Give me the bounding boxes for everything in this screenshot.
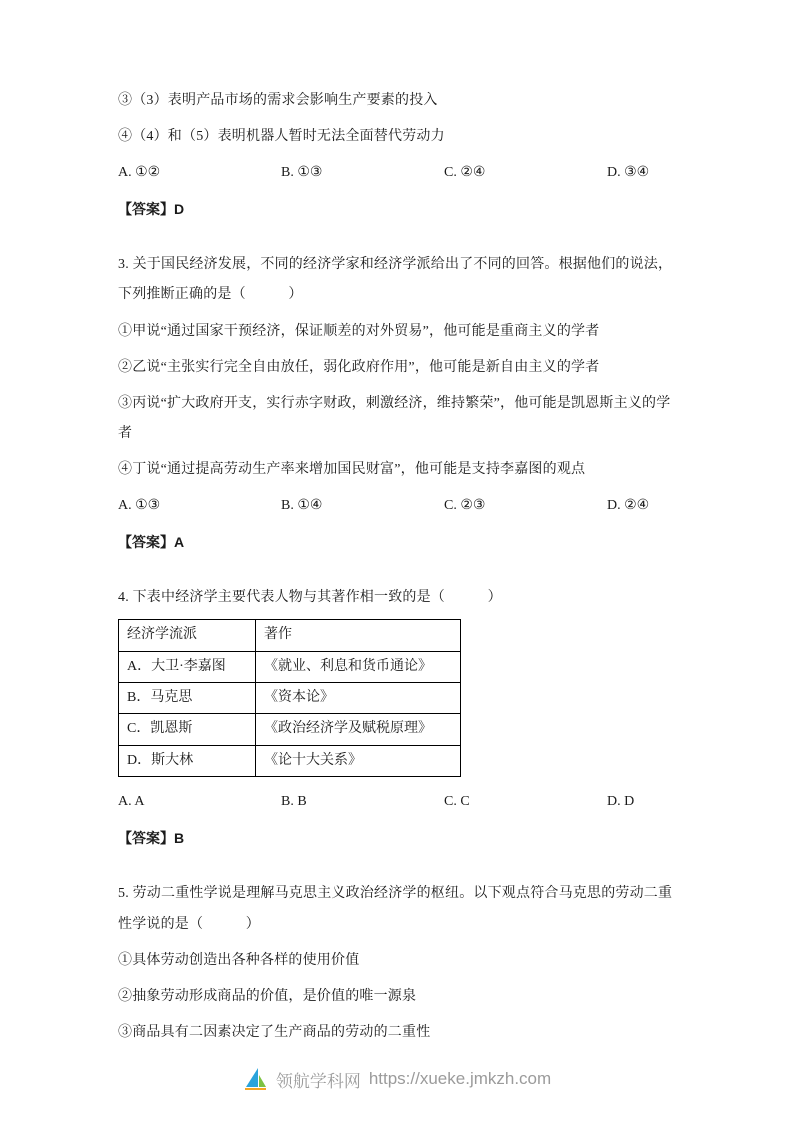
choice-row	[118, 787, 678, 817]
table-row	[119, 651, 461, 682]
question-stem: 4. 下表中经济学主要代表人物与其著作相一致的是（ ）	[118, 590, 502, 606]
choice-c: C. ②④	[444, 165, 486, 181]
choice-b: B. ①④	[281, 498, 323, 514]
option-item: ①甲说“通过国家干预经济，保证顺差的对外贸易”，他可能是重商主义的学者	[118, 323, 600, 339]
option-item: ①具体劳动创造出各种各样的使用价值	[118, 952, 360, 968]
table-cell-work: 《政治经济学及赋税原理》	[256, 714, 461, 745]
table-row	[119, 714, 461, 745]
answer-line: 【答案】D	[118, 201, 185, 218]
option-item: ③（3）表明产品市场的需求会影响生产要素的投入	[118, 93, 438, 108]
footer-site-name: 领航学科网	[275, 1071, 361, 1091]
choice-row	[118, 158, 678, 188]
table-cell-school: A．大卫·李嘉图	[119, 651, 256, 682]
question-2-tail	[118, 86, 678, 224]
choice-a: A. ①③	[118, 498, 161, 514]
choice-c: C. C	[444, 794, 470, 810]
table-header-work: 著作	[256, 620, 461, 651]
question-3	[118, 250, 678, 557]
table-header-school: 经济学流派	[119, 620, 256, 651]
question-4	[118, 583, 678, 853]
table-row	[119, 745, 461, 776]
choice-d: D. ②④	[607, 498, 650, 514]
exam-content	[118, 86, 678, 1074]
question-stem: 5. 劳动二重性学说是理解马克思主义政治经济学的枢纽。以下观点符合马克思的劳动二重性学说的是（ ）	[118, 886, 673, 932]
option-item: ②抽象劳动形成商品的价值，是价值的唯一源泉	[118, 988, 417, 1004]
choice-d: D. ③④	[607, 165, 650, 181]
question-stem: 3. 关于国民经济发展，不同的经济学家和经济学派给出了不同的回答。根据他们的说法，下列推断正确的是（ ）	[118, 257, 673, 303]
option-item: ④丁说“通过提高劳动生产率来增加国民财富”，他可能是支持李嘉图的观点	[118, 461, 586, 477]
choice-d: D. D	[607, 794, 635, 810]
table-header-row	[119, 620, 461, 651]
choice-a: A. A	[118, 794, 145, 810]
option-item: ②乙说“主张实行完全自由放任，弱化政府作用”，他可能是新自由主义的学者	[118, 359, 600, 375]
xueke-logo-icon	[242, 1066, 268, 1092]
answer-line: 【答案】A	[118, 534, 185, 551]
answer-line: 【答案】B	[118, 830, 185, 847]
choice-row	[118, 491, 678, 521]
option-item: ④（4）和（5）表明机器人暂时无法全面替代劳动力	[118, 129, 445, 145]
table-row	[119, 683, 461, 714]
option-item: ③丙说“扩大政府开支，实行赤字财政，刺激经济，维持繁荣”，他可能是凯恩斯主义的学者	[118, 395, 671, 441]
option-item: ③商品具有二因素决定了生产商品的劳动的二重性	[118, 1024, 431, 1040]
choice-b: B. ①③	[281, 165, 323, 181]
choice-b: B. B	[281, 794, 307, 810]
footer-url: https://xueke.jmkzh.com	[368, 1069, 552, 1088]
table-cell-work: 《论十大关系》	[256, 745, 461, 776]
question-5	[118, 879, 678, 1047]
question-4-table	[118, 619, 461, 777]
choice-a: A. ①②	[118, 165, 161, 181]
table-cell-school: B．马克思	[119, 683, 256, 714]
page-footer	[0, 1066, 793, 1092]
table-cell-work: 《资本论》	[256, 683, 461, 714]
table-cell-school: D．斯大林	[119, 745, 256, 776]
table-cell-work: 《就业、利息和货币通论》	[256, 651, 461, 682]
choice-c: C. ②③	[444, 498, 486, 514]
table-cell-school: C．凯恩斯	[119, 714, 256, 745]
